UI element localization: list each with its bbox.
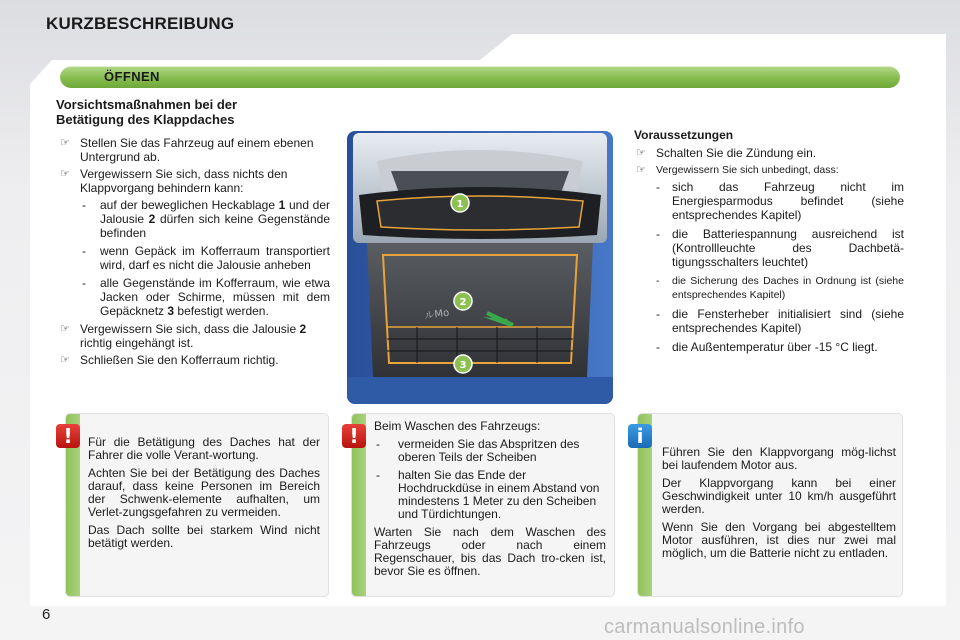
pointing-hand-icon: ☞ (636, 164, 646, 176)
sub-item (58, 198, 330, 240)
bullet-item (58, 322, 330, 350)
warning-icon: ! (342, 424, 366, 448)
pointing-hand-icon: ☞ (60, 323, 70, 335)
sub-item (374, 469, 606, 521)
label-3: 3 (459, 360, 467, 371)
sub-text: die Fensterheber initialisiert sind (siehe entsprechendes Kapitel) (672, 307, 904, 335)
precautions-heading (56, 97, 330, 127)
bullet-item (634, 146, 904, 160)
dash-marker: - (376, 437, 380, 451)
dash-marker: - (82, 276, 86, 290)
info-paragraph: Führen Sie den Klappvorgang mög-lichst bei laufendem Motor aus. (662, 445, 896, 472)
sub-text: wenn Gepäck im Kofferraum transportiert wird, darf es nicht die Jalousie anheben (100, 244, 330, 272)
dash-marker: - (656, 227, 660, 241)
svg-text:ルMo: ルMo (423, 307, 450, 322)
warning-icon: ! (56, 424, 80, 448)
dash-marker: - (656, 275, 660, 287)
pointing-hand-icon: ☞ (60, 168, 70, 180)
sub-text: die Sicherung des Daches in Ordnung ist (siehe entsprechendes Kapitel) (672, 275, 904, 301)
sub-text: und der Jalousie (100, 198, 330, 226)
dash-marker: - (656, 340, 660, 354)
bullet-item (634, 163, 904, 177)
precautions-heading-line1: Vorsichtsmaßnahmen bei der (56, 97, 238, 112)
section-header-bar (60, 66, 900, 88)
part-number: 2 (299, 322, 307, 336)
warning-text-driver (88, 436, 320, 555)
pointing-hand-icon: ☞ (60, 137, 70, 149)
bullet-text: Stellen Sie das Fahrzeug auf einem ebenen Untergrund ab. (80, 136, 314, 164)
info-paragraph: Der Klappvorgang kann bei einer Geschwindigkeit unter 10 km/h ausgeführt werden. (662, 476, 896, 516)
sub-item (58, 244, 330, 272)
part-number: 3 (167, 304, 175, 318)
sub-text: dürfen sich keine Gegenstände befinden (100, 212, 330, 240)
warning-paragraph: Für die Betätigung des Daches hat der Fahrer die volle Verant-wortung. (88, 435, 320, 462)
bullet-text: Vergewissern Sie sich unbedingt, dass: (656, 164, 839, 176)
sub-item (634, 227, 904, 269)
sub-item (58, 276, 330, 318)
bullet-text: Vergewissern Sie sich, dass die Jalousie (80, 322, 297, 336)
sub-text: sich das Fahrzeug nicht im Energiesparmodus befindet (siehe entsprechendes Kapitel) (672, 180, 904, 222)
sub-item (374, 438, 606, 464)
pointing-hand-icon: ☞ (60, 354, 70, 366)
prerequisites-heading: Voraussetzungen (634, 128, 734, 142)
warning-paragraph: Achten Sie bei der Betätigung des Daches darauf, dass keine Personen im Bereich der Schwenk-elemente aufhalten, um Verlet-zungsgefahren zu vermeiden. (88, 466, 320, 519)
watermark: carmanualsonline.info (604, 616, 805, 638)
warning-paragraph: Beim Waschen des Fahrzeugs: (374, 419, 541, 433)
bullet-text: Schließen Sie den Kofferraum richtig. (80, 353, 279, 367)
sub-text: die Außentemperatur über -15 °C liegt. (672, 340, 878, 354)
precautions-heading-line2: Betätigung des Klappdaches (56, 112, 235, 127)
label-2: 2 (459, 297, 467, 308)
sub-item (634, 307, 904, 335)
info-paragraph: Wenn Sie den Vorgang bei abgestelltem Motor ausführen, ist dies nur zwei mal möglich, um die Batterie nicht zu entladen. (662, 520, 896, 560)
sub-item (634, 180, 904, 222)
dash-marker: - (656, 307, 660, 321)
bullet-text: Schalten Sie die Zündung ein. (656, 146, 817, 160)
sub-text: auf der beweglichen Heckablage (100, 198, 276, 212)
section-title: ÖFFNEN (104, 69, 160, 84)
prerequisites-column (634, 128, 904, 359)
part-number: 1 (278, 198, 286, 212)
pointing-hand-icon: ☞ (636, 147, 646, 159)
precautions-column (58, 97, 330, 370)
page-number: 6 (42, 606, 51, 623)
sub-text: alle Gegenstände im Kofferraum, wie etwa Jacken oder Schirme, müssen mit dem Gepäcknetz (100, 276, 330, 318)
sub-text: vermeiden Sie das Abspritzen des oberen Teils der Scheiben (398, 437, 580, 464)
warning-paragraph: Das Dach sollte bei starkem Wind nicht betätigt werden. (88, 523, 320, 550)
label-1: 1 (456, 199, 464, 210)
part-number: 2 (148, 212, 156, 226)
sub-text: die Batteriespannung ausreichend ist (Kontrollleuchte des Dachbetä-tigungsschalters leuchtet) (672, 227, 904, 269)
dash-marker: - (82, 244, 86, 258)
warning-text-washing (374, 420, 606, 583)
sub-item (634, 274, 904, 302)
sub-item (634, 340, 904, 354)
dash-marker: - (82, 198, 86, 212)
page-title: KURZBESCHREIBUNG (46, 14, 235, 33)
dash-marker: - (376, 468, 380, 482)
trunk-photo (347, 131, 613, 404)
info-text (662, 446, 896, 565)
bullet-item (58, 167, 330, 195)
bullet-item (58, 136, 330, 164)
bullet-item (58, 353, 330, 367)
bullet-text: Vergewissern Sie sich, dass nichts den Klappvorgang behindern kann: (80, 167, 288, 195)
sub-text: halten Sie das Ende der Hochdruckdüse in einem Abstand von mindestens 1 Meter zu den Scheiben und Türdichtungen. (398, 468, 600, 521)
sub-text: befestigt werden. (177, 304, 269, 318)
warning-paragraph: Warten Sie nach dem Waschen des Fahrzeugs oder nach einem Regenschauer, bis das Dach tro-cken ist, bevor Sie es öffnen. (374, 525, 606, 578)
trunk-illustration (347, 131, 613, 404)
dash-marker: - (656, 180, 660, 194)
info-icon: i (628, 424, 652, 448)
bullet-text: richtig eingehängt ist. (80, 336, 194, 350)
